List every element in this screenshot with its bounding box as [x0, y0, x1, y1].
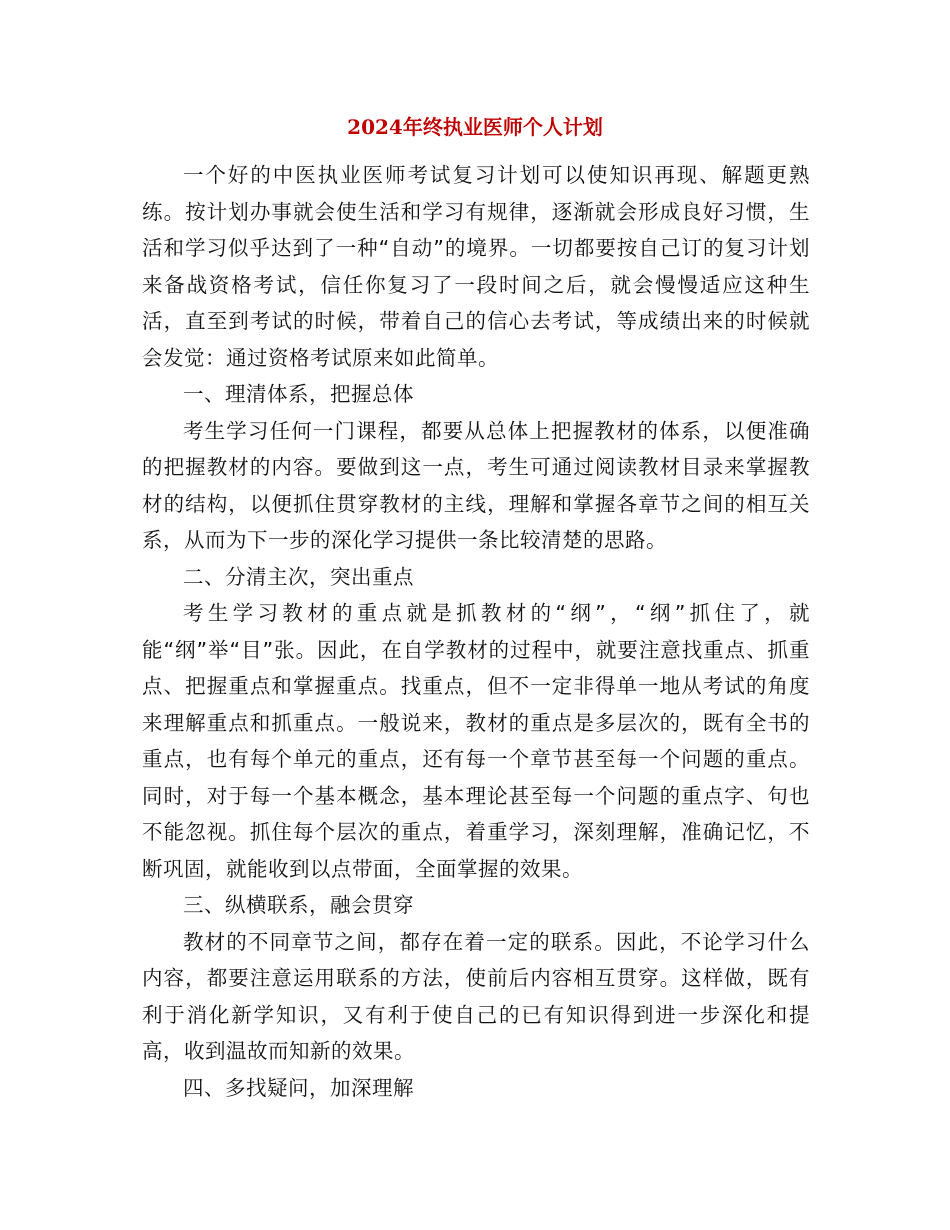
section-paragraph-2: 考生学习教材的重点就是抓教材的“纲”，“纲”抓住了，就能“纲”举“目”张。因此，在自学教材的过程中，就要注意找重点、抓重点、把握重点和掌握重点。找重点，但不一定非得单一地从考试的角度来理解重点和抓重点。一般说来，教材的重点是多层次的，既有全书的重点，也有每个单元的重点，还有每一个章节甚至每一个问题的重点。同时，对于每一个基本概念，基本理论甚至每一个问题的重点字、句也不能忽视。抓住每个层次的重点，着重学习，深刻理解，准确记忆，不断巩固，就能收到以点带面，全面掌握的效果。: [142, 601, 810, 881]
section-paragraph-3: 教材的不同章节之间，都存在着一定的联系。因此，不论学习什么内容，都要注意运用联系的方法，使前后内容相互贯穿。这样做，既有利于消化新学知识，又有利于使自己的已有知识得到进一步深化和提高，收到温故而知新的效果。: [142, 929, 810, 1063]
section-heading-2: 二、分清主次，突出重点: [183, 564, 414, 589]
section-heading-4: 四、多找疑问，加深理解: [183, 1075, 414, 1100]
section-paragraph-1: 考生学习任何一门课程，都要从总体上把握教材的体系，以便准确的把握教材的内容。要做到这一点，考生可通过阅读教材目录来掌握教材的结构，以便抓住贯穿教材的主线，理解和掌握各章节之间的相互关系，从而为下一步的深化学习提供一条比较清楚的思路。: [142, 418, 810, 552]
section-heading-3: 三、纵横联系，融会贯穿: [183, 893, 414, 917]
intro-paragraph: 一个好的中医执业医师考试复习计划可以使知识再现、解题更熟练。按计划办事就会使生活和学习有规律，逐渐就会形成良好习惯，生活和学习似乎达到了一种“自动”的境界。一切都要按自己订的复习计划来备战资格考试，信任你复习了一段时间之后，就会慢慢适应这种生活，直至到考试的时候，带着自己的信心去考试，等成绩出来的时候就会发觉：通过资格考试原来如此简单。: [142, 163, 810, 370]
section-heading-1: 一、理清体系，把握总体: [183, 382, 414, 406]
document-body: [142, 157, 810, 1106]
document-title: 2024年终执业医师个人计划: [347, 115, 603, 139]
